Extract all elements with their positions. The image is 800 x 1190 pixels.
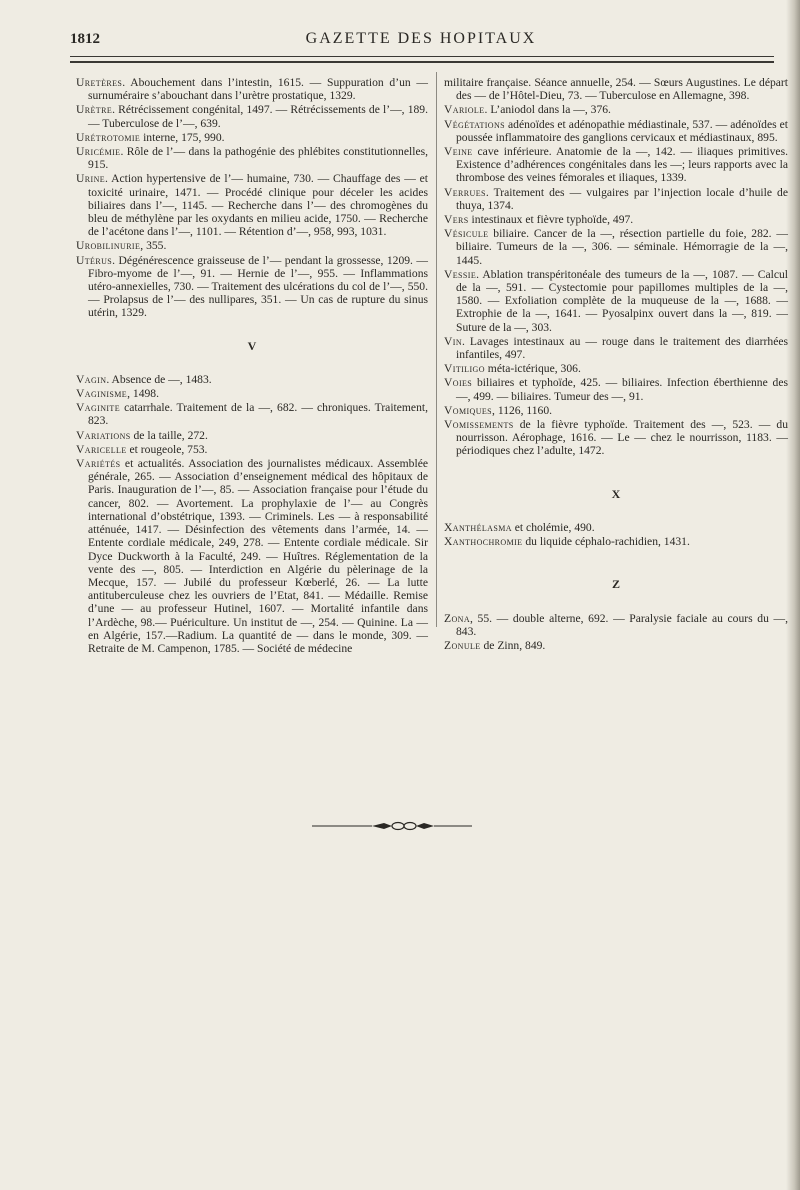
- entry-headword: Vin: [444, 334, 463, 348]
- entry-text: . Absence de —, 1483.: [106, 372, 212, 386]
- entry-text: cave inférieure. Anatomie de la —, 142. — iliaques primitives. Existence d’adhérences congénitales dans les —; leurs rapports avec la thrombose des veines fémorales et iliaques, 1339.: [456, 145, 788, 185]
- entry-headword: Vagin: [76, 372, 107, 386]
- page-edge-shadow: [786, 0, 800, 1190]
- index-entry: [76, 387, 428, 400]
- index-entry: [444, 362, 788, 375]
- entry-text: adénoïdes et adénopathie médiastinale, 537. — adénoïdes et poussée inflammatoire des ganglions cervicaux et médiastinaux, 895.: [456, 117, 788, 144]
- entry-text: biliaires et typhoïde, 425. — biliaires. Infection éberthienne des —, 499. — biliaires. Tumeur des —, 91.: [456, 376, 788, 403]
- index-entry: [444, 227, 788, 267]
- entry-headword: Voies: [444, 376, 473, 390]
- index-entry: [444, 335, 788, 361]
- index-entry: [444, 103, 788, 116]
- header-rule: [70, 56, 774, 63]
- index-entry: [76, 76, 428, 102]
- entry-headword: Uretères: [76, 76, 123, 89]
- entry-text: , 1126, 1160.: [492, 403, 553, 417]
- index-entry: [444, 639, 788, 652]
- index-entry: [76, 373, 428, 386]
- index-entry: [76, 145, 428, 171]
- entry-text: de la fièvre typhoïde. Traitement des —, 523. — du nourrisson. Aérophage, 1616. — Le — chez le nourrisson, 1183. — périodiques chez l’adulte, 1472.: [456, 418, 788, 458]
- entry-text: intestinaux et fièvre typhoïde, 497.: [468, 213, 634, 227]
- entries-u: [76, 76, 428, 320]
- index-entry: [444, 145, 788, 185]
- entry-text: et cholémie, 490.: [511, 520, 595, 534]
- entry-headword: Vessie: [444, 267, 477, 281]
- entries-v-right: [444, 76, 788, 458]
- index-entry: [444, 268, 788, 334]
- entry-text: du liquide céphalo-rachidien, 1431.: [522, 535, 690, 549]
- entry-text: . Action hypertensive de l’— humaine, 730. — Chauffage des — et toxicité urinaire, 1471. — Procédé clinique pour déceler les acides biliaires dans l’—, 1145. — Recherche dans l’— des chromogènes du bleu de méthylène par les oxydants en milieu acide, 1750. — Recherche de l’acétone dans l’—, 1101. — Rétention d’—, 958, 993, 1031.: [88, 172, 428, 239]
- end-ornament-icon: [312, 820, 472, 832]
- column-divider: [436, 72, 437, 627]
- entry-headword: Verrues: [444, 185, 486, 199]
- entry-text: , 1498.: [127, 387, 159, 401]
- entry-headword: Variétés: [76, 457, 121, 471]
- index-entry: [76, 401, 428, 427]
- entry-headword: Végétations: [444, 117, 506, 131]
- running-title: GAZETTE DES HOPITAUX: [305, 30, 537, 47]
- entry-text: et actualités. Association des journalistes médicaux. Assemblée générale, 265. — Association d’enseignement médical des hôpitaux de Paris. Inauguration de l’—, 85. — Association française pour l’étude du cancer, 802. — Avortement. La prophylaxie de l’— au Congrès international d’obstétrique, 1393. — Criminels. Les — à responsabilité atténuée, 1417. — Désinfection des vêtements dans l’armée, 14. — Entente cordiale médicale, 249, 278. — Entente cordiale médicale. Sir Dyce Duckworth à la Faculté, 249. — Huîtres. Réglementation de la vente des —, 805. — Interdiction en Algérie du pèlerinage de la Mecque, 157. — Jubilé du professeur Kœberlé, 26. — La lutte antituberculeuse chez les ouvriers de l’Etat, 841. — Médaille. Remise d’une — au professeur Hutinel, 1607. — Mortalité infantile dans l’Ardèche, 98.— Puériculture. Un institut de —, 254. — Quinine. La — en Algérie, 157.—Radium. La quantité de — dans le monde, 309. — Retraite de M. Campenon, 1785. — Société de médecine: [88, 457, 428, 655]
- entry-text: catarrhale. Traitement de la —, 682. — chroniques. Traitement, 823.: [88, 401, 428, 428]
- entry-text: . Lavages intestinaux au — rouge dans le traitement des diarrhées infantiles, 497.: [456, 334, 788, 362]
- entry-headword: Vers: [444, 213, 469, 227]
- index-entry: [444, 404, 788, 417]
- index-entry: [76, 239, 428, 252]
- page-header: [70, 28, 772, 58]
- entry-headword: Vaginite: [76, 401, 121, 415]
- entry-headword: Xanthochromie: [444, 535, 523, 549]
- entries-x: [444, 521, 788, 548]
- entry-headword: Xanthélasma: [444, 520, 512, 534]
- entry-headword: Variole: [444, 103, 485, 117]
- section-letter-z: Z: [611, 577, 620, 592]
- entry-text: militaire française. Séance annuelle, 254. — Sœurs Augustines. Le départ des — de l’Hôtel-Dieu, 73. — Tuberculose en Allemagne, 398.: [444, 76, 788, 103]
- entry-text: méta-ictérique, 306.: [484, 362, 581, 376]
- index-entry: [444, 612, 788, 638]
- entry-headword: Vomissements: [444, 418, 514, 432]
- entry-text: . Dégénérescence graisseuse de l’— pendant la grossesse, 1209. — Fibro-myome de l’—, 91. — Hernie de l’—, 955. — Inflammations utéro-annexielles, 730. — Traitement des ulcérations du col de l’—, 550. — Prolapsus de l’— des nullipares, 351. — Un cas de rupture du sinus utérin, 1329.: [88, 253, 428, 320]
- entry-text: . Ablation transpéritonéale des tumeurs de la —, 1087. — Calcul de la —, 591. — Cystectomie pour papillomes multiples de la —, 1580. — Exfoliation complète de la muqueuse de la —, 1688. — Extrophie de la —, 1641. — Pyosalpinx ouvert dans la —, 819. — Suture de la —, 303.: [456, 267, 788, 334]
- entry-headword: Veine: [444, 145, 473, 159]
- index-entry: [76, 457, 428, 655]
- entry-headword: Vaginisme: [76, 387, 128, 401]
- index-entry: [444, 376, 788, 402]
- entry-headword: Urine: [76, 172, 106, 186]
- entry-text: de Zinn, 849.: [480, 638, 546, 652]
- entries-v-left: [76, 373, 428, 655]
- index-entry: [444, 186, 788, 212]
- index-entry: [76, 429, 428, 442]
- entry-headword: Vésicule: [444, 227, 489, 241]
- index-entry: [444, 418, 788, 458]
- section-letter-v: V: [247, 338, 257, 353]
- right-column: [444, 76, 788, 653]
- index-entry: [76, 103, 428, 129]
- index-entry: [444, 535, 788, 548]
- index-entry: [76, 131, 428, 144]
- index-entry: [444, 76, 788, 102]
- entry-headword: Urètre: [76, 103, 113, 117]
- entry-text: . Rétrécissement congénital, 1497. — Rétrécissements de l’—, 189. — Tuberculose de l’—, 639.: [88, 103, 428, 130]
- entry-text: biliaire. Cancer de la —, résection partielle du foie, 282. — biliaire. Tumeurs de la —, 306. — séminale. Hémorragie de la —, 1445.: [456, 227, 788, 267]
- entries-z: [444, 612, 788, 653]
- entry-text: . Traitement des — vulgaires par l’injection locale d’huile de thuya, 1374.: [456, 185, 788, 212]
- entry-text: , 355.: [140, 239, 167, 253]
- entry-headword: Vitiligo: [444, 362, 485, 376]
- entry-headword: Urétrotomie: [76, 130, 141, 144]
- entry-text: de la taille, 272.: [130, 428, 208, 442]
- entry-headword: Varicelle: [76, 442, 127, 456]
- entry-text: . Abouchement dans l’intestin, 1615. — Suppuration d’un — surnuméraire s’abouchant dans l’urètre prostatique, 1329.: [88, 76, 428, 103]
- index-entry: [76, 443, 428, 456]
- index-entry: [444, 213, 788, 226]
- entry-headword: Variations: [76, 428, 131, 442]
- index-entry: [444, 521, 788, 534]
- entry-text: , 55. — double alterne, 692. — Paralysie faciale au cours du —, 843.: [456, 611, 788, 638]
- entry-text: interne, 175, 990.: [140, 130, 225, 144]
- entry-headword: Zona: [444, 611, 471, 625]
- entry-headword: Zonule: [444, 638, 481, 652]
- entry-headword: Vomiques: [444, 403, 493, 417]
- left-column: [76, 76, 428, 656]
- entry-text: . L’aniodol dans la —, 376.: [484, 103, 611, 117]
- entry-headword: Urobilinurie: [76, 239, 141, 253]
- index-entry: [76, 172, 428, 238]
- index-entry: [444, 118, 788, 144]
- entry-text: . Rôle de l’— dans la pathogénie des phlébites constitutionnelles, 915.: [88, 145, 428, 172]
- index-entry: [76, 254, 428, 320]
- entry-headword: Utérus: [76, 253, 113, 267]
- entry-headword: Uricémie: [76, 145, 121, 159]
- section-letter-x: X: [611, 486, 621, 501]
- page-number: 1812: [70, 31, 100, 47]
- entry-text: et rougeole, 753.: [126, 442, 208, 456]
